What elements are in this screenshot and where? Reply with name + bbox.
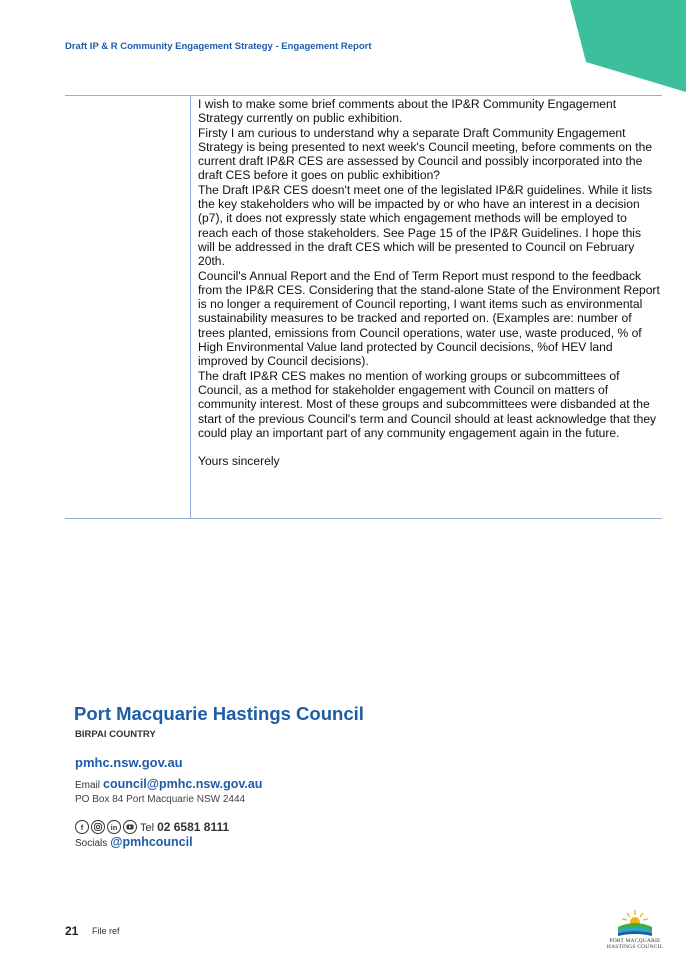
table-bottom-rule: [65, 518, 662, 519]
table-top-rule: [65, 95, 662, 96]
youtube-icon[interactable]: [123, 820, 137, 834]
logo-text: PORT MACQUARIE HASTINGS COUNCIL: [606, 938, 664, 951]
email-row: [75, 777, 262, 791]
submission-paragraph: I wish to make some brief comments about the IP&R Community Engagement Strategy currently on public exhibition.: [198, 97, 617, 126]
file-ref: File ref: [92, 926, 120, 936]
socials-label: Socials: [75, 838, 108, 849]
submission-paragraph: Firsty I am curious to understand why a separate Draft Community Engagement Strategy is being presented to next week's Council meeting, before comments on the current draft IP&R CES are assessed by Council and possibly incorporated into the draft CES before it goes on public exhibition?: [198, 125, 653, 183]
linkedin-icon[interactable]: in: [107, 820, 121, 834]
email-label: Email: [75, 780, 101, 791]
table-column-divider: [190, 95, 191, 518]
country-label: BIRPAI COUNTRY: [75, 729, 156, 740]
social-icons-row: [75, 814, 229, 834]
socials-row: [75, 835, 193, 849]
website-link[interactable]: pmhc.nsw.gov.au: [75, 755, 183, 770]
po-box-address: PO Box 84 Port Macquarie NSW 2444: [75, 794, 246, 805]
facebook-icon[interactable]: f: [75, 820, 89, 834]
council-name: Port Macquarie Hastings Council: [74, 703, 364, 724]
email-link[interactable]: council@pmhc.nsw.gov.au: [103, 777, 263, 791]
page-number: 21: [65, 924, 79, 938]
submission-paragraph: The Draft IP&R CES doesn't meet one of the legislated IP&R guidelines. While it lists the key stakeholders who will be impacted by or who have an interest in a decision (p7), it does not expressly state which engagement methods will be employed to reach each of those stakeholders. See Page 15 of the IP&R Guidelines. I hope this will be addressed in the draft CES which will be presented to Council on February 20th.: [198, 182, 653, 269]
submission-paragraph: The draft IP&R CES makes no mention of working groups or subcommittees of Council, as a method for stakeholder engagement with Council on matters of community interest. Most of these groups and subcommittees were disbanded at the start of the previous Council's term and Council should at least acknowledge that they could play an important part of any community engagement again in the future.: [198, 368, 657, 440]
tel-label: Tel: [140, 822, 155, 834]
header-corner-shape: [570, 0, 686, 92]
submission-paragraph: Council's Annual Report and the End of Term Report must respond to the feedback from the IP&R CES. Considering that the stand-alone State of the Environment Report is no longer a requirement of Council reporting, I want items such as environmental sustainability measures to be tracked and reported on. (Examples are: number of trees planted, emissions from Council operations, water use, waste produced, % of High Environmental Value land protected by Council decisions, %of HEV land improved by Council decisions).: [198, 268, 660, 369]
document-title: Draft IP & R Community Engagement Strategy - Engagement Report: [65, 41, 372, 52]
instagram-icon[interactable]: [91, 820, 105, 834]
phone-number[interactable]: 02 6581 8111: [157, 820, 230, 834]
sign-off: Yours sincerely: [198, 454, 280, 469]
socials-handle[interactable]: @pmhcouncil: [110, 835, 193, 849]
council-logo: [606, 908, 664, 958]
council-logo-icon: [615, 908, 655, 938]
submission-text: [198, 97, 660, 468]
